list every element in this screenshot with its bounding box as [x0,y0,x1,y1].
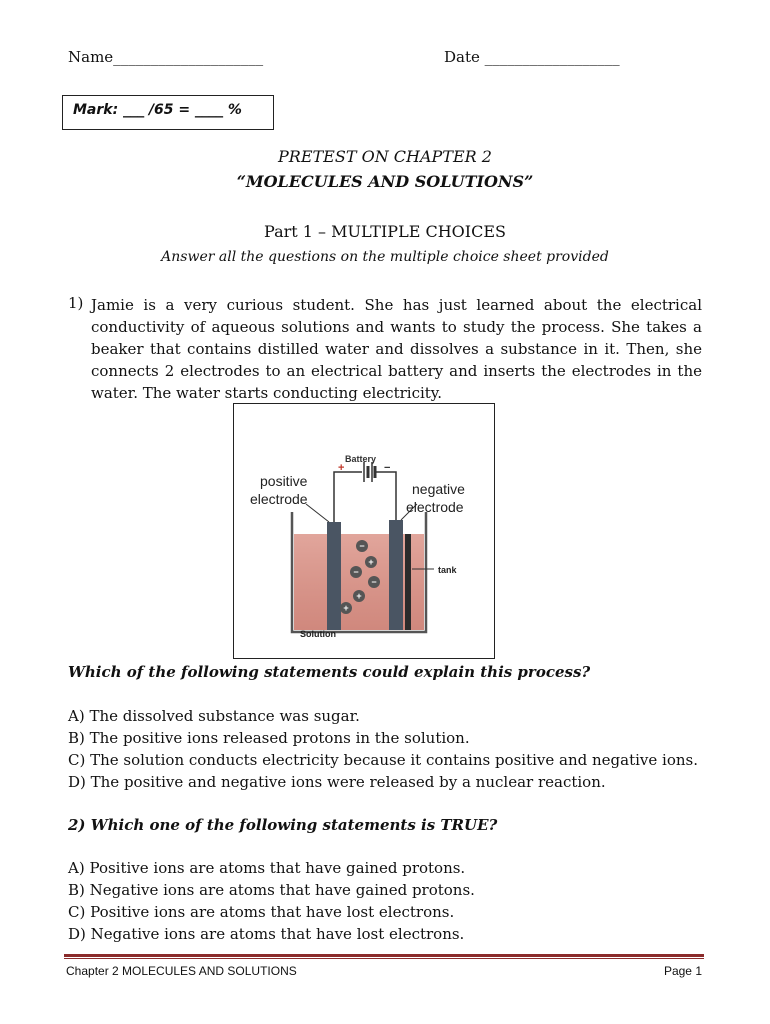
name-field-label: Name____________________ [68,48,264,66]
footer-rule-thick [64,954,704,957]
question-1-number: 1) [68,294,84,312]
battery-label: Battery [345,454,377,464]
footer-rule-thin [64,958,704,959]
chapter-subtitle: “MOLECULES AND SOLUTIONS” [236,172,534,191]
q2-option-c[interactable]: C) Positive ions are atoms that have lost electrons. [68,903,455,921]
plus-sign: + [338,462,345,474]
part-instruction: Answer all the questions on the multiple choice sheet provided [161,249,609,265]
q2-option-d[interactable]: D) Negative ions are atoms that have lost electrons. [68,925,465,943]
question-1-text: Jamie is a very curious student. She has just learned about the electrical conductivity of aqueous solutions and wants to study the process. She takes a beaker that contains distilled water and dissolves a substance in it. Then, she connects 2 electrodes to an electrical battery and inserts the electrodes in the water. The water starts conducting electricity. [91,296,702,402]
ion-neg-2: − [353,567,359,577]
q1-option-d[interactable]: D) The positive and negative ions were released by a nuclear reaction. [68,773,606,791]
tank-wall-mark [405,534,411,630]
positive-pointer [306,504,329,522]
positive-electrode [327,522,341,630]
ion-pos-3: + [343,603,349,613]
minus-sign: − [384,462,391,474]
electrolysis-diagram [234,404,493,657]
q1-option-a[interactable]: A) The dissolved substance was sugar. [68,707,360,725]
pretest-title: PRETEST ON CHAPTER 2 [278,147,492,166]
q2-option-a[interactable]: A) Positive ions are atoms that have gained protons. [68,859,466,877]
date-field-label: Date __________________ [444,48,620,66]
ion-neg-1: − [359,541,365,551]
ion-neg-3: − [371,577,377,587]
wire-left [334,472,362,524]
question-1-prompt: Which of the following statements could explain this process? [68,663,591,681]
q1-option-c[interactable]: C) The solution conducts electricity because it contains positive and negative ions. [68,751,698,769]
solution-label: Solution [300,629,336,639]
footer-chapter: Chapter 2 MOLECULES AND SOLUTIONS [66,964,297,978]
electrolysis-figure [233,403,495,659]
mark-box [62,95,274,130]
ion-pos-2: + [356,591,362,601]
negative-electrode [389,520,403,630]
tank-label: tank [438,565,457,575]
q1-option-b[interactable]: B) The positive ions released protons in the solution. [68,729,470,747]
negative-label-2: electrode [406,499,464,515]
wire-right [376,472,396,522]
positive-label-1: positive [260,473,308,489]
ion-pos-1: + [368,557,374,567]
question-2-prompt: 2) Which one of the following statements is TRUE? [68,816,498,834]
q2-option-b[interactable]: B) Negative ions are atoms that have gained protons. [68,881,475,899]
positive-label-2: electrode [250,491,308,507]
battery-icon [364,462,375,482]
negative-label-1: negative [412,481,465,497]
footer-page-number: Page 1 [663,964,702,978]
mark-text: Mark: ___ /65 = ____ % [73,102,242,118]
part-heading: Part 1 – MULTIPLE CHOICES [264,222,506,241]
